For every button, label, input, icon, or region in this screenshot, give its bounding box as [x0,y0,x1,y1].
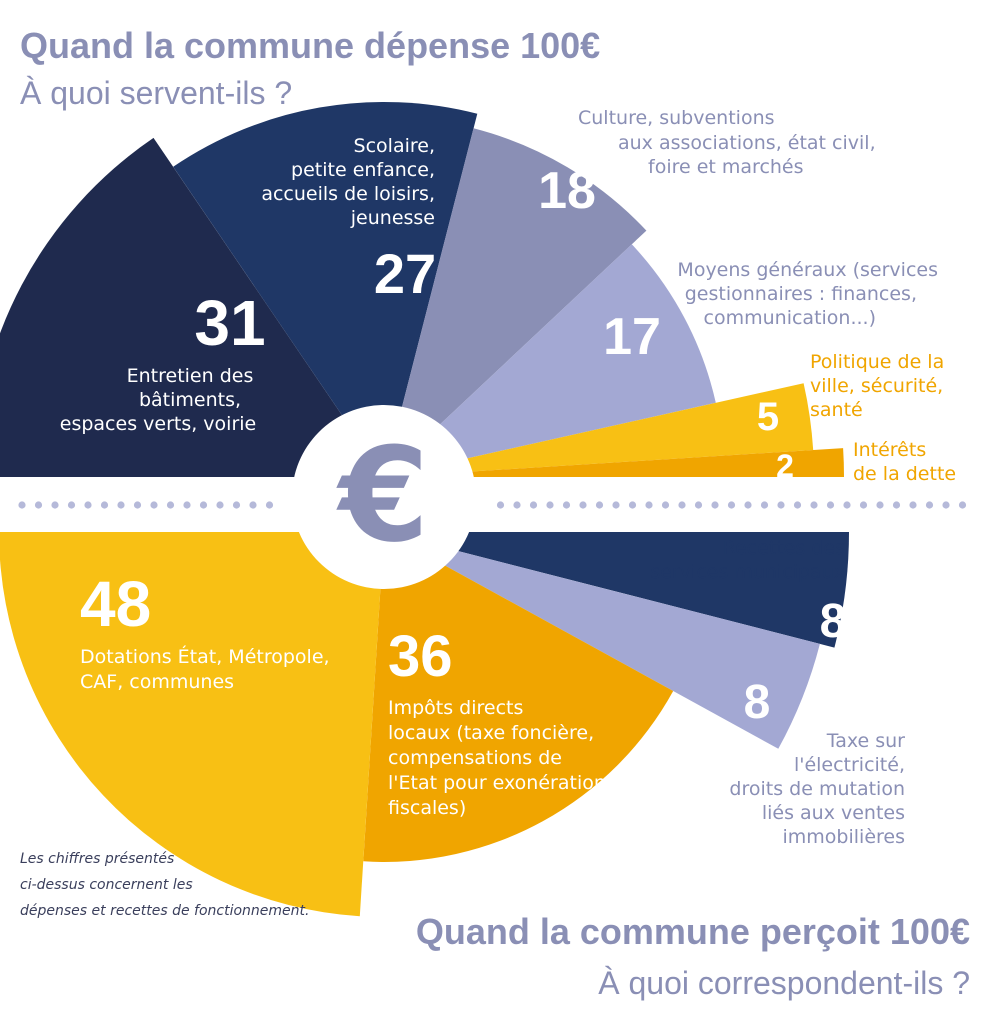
separator-dots [18,501,966,508]
separator-dot [134,501,141,508]
separator-dot [35,501,42,508]
label-taxe-line2: l'électricité, [793,754,905,776]
label-politique-line2: ville, sécurité, [810,375,944,397]
separator-dot [183,501,190,508]
separator-dot [513,501,520,508]
label-culture-line1: Culture, subventions [578,107,775,129]
separator-dot [761,501,768,508]
label-entretien-line2: bâtiments, [138,389,242,411]
separator-dot [810,501,817,508]
label-politique-line3: santé [810,399,863,421]
separator-dot [51,501,58,508]
label-moyens-line1: Moyens généraux (services [677,259,938,281]
footnote-line1: Les chiffres présentés [20,851,175,867]
separator-dot [843,501,850,508]
label-moyens-line2: gestionnaires : finances, [684,283,917,305]
label-interets-line1: Intérêts [853,439,927,461]
value-label-moyens: 17 [603,308,661,366]
separator-dot [497,501,504,508]
value-label-culture: 18 [538,162,596,220]
label-taxe-line3: droits de mutation [729,778,905,800]
footnote-line2: ci-dessus concernent les [20,877,193,893]
label-dotations-line2: CAF, communes [80,671,235,693]
separator-dot [728,501,735,508]
separator-dot [777,501,784,508]
separator-dot [563,501,570,508]
separator-dot [18,501,25,508]
label-culture-line3: foire et marchés [648,156,804,178]
label-impots-line2: locaux (taxe foncière, [388,722,595,744]
label-interets-line2: de la dette [853,463,957,485]
separator-dot [233,501,240,508]
separator-dot [942,501,949,508]
footnote-line3: dépenses et recettes de fonctionnement. [20,903,310,919]
separator-dot [150,501,157,508]
separator-dot [711,501,718,508]
separator-dot [101,501,108,508]
label-moyens-line3: communication...) [703,307,876,329]
separator-dot [662,501,669,508]
separator-dot [579,501,586,508]
label-taxe-line4: liés aux ventes [761,802,905,824]
separator-dot [216,501,223,508]
separator-dot [546,501,553,508]
separator-dot [68,501,75,508]
top-title: Quand la commune dépense 100€ [20,25,601,66]
label-impots-line3: compensations de [388,747,562,769]
label-impots-line1: Impôts directs [388,697,524,719]
label-impots-line4: l'Etat pour exonérations [388,772,616,794]
bottom-subtitle: À quoi correspondent-ils ? [598,965,970,1001]
value-label-impots: 36 [388,624,453,689]
label-impots-line5: fiscales) [388,797,467,819]
separator-dot [893,501,900,508]
separator-dot [200,501,207,508]
separator-dot [612,501,619,508]
label-politique-line1: Politique de la [810,351,945,373]
separator-dot [84,501,91,508]
separator-dot [926,501,933,508]
value-label-taxe: 8 [743,676,771,729]
value-label-dotations: 48 [80,568,152,640]
label-scolaire-line3: accueils de loisirs, [261,183,435,205]
label-scolaire-line2: petite enfance, [291,159,435,181]
label-scolaire-line1: Scolaire, [353,135,435,157]
separator-dot [744,501,751,508]
separator-dot [794,501,801,508]
separator-dot [596,501,603,508]
label-scolaire-line4: jeunesse [350,207,435,229]
value-label-interets: 2 [776,448,794,484]
label-entretien-line3: espaces verts, voirie [59,413,257,435]
label-taxe-line1: Taxe sur [826,730,905,752]
separator-dot [909,501,916,508]
separator-dot [959,501,966,508]
label-recettes-line2: services municipaux [650,561,845,583]
separator-dot [117,501,124,508]
separator-dot [876,501,883,508]
value-label-recettes: 8 [819,595,847,648]
separator-dot [629,501,636,508]
value-label-scolaire: 27 [373,242,437,305]
euro-icon: € [338,419,430,571]
separator-dot [266,501,273,508]
separator-dot [167,501,174,508]
bottom-title: Quand la commune perçoit 100€ [415,911,970,952]
label-recettes-line1: Recettes des [722,537,845,559]
separator-dot [827,501,834,508]
separator-dot [695,501,702,508]
label-dotations-line1: Dotations État, Métropole, [80,646,330,668]
separator-dot [860,501,867,508]
label-culture-line2: aux associations, état civil, [618,132,876,154]
separator-dot [645,501,652,508]
label-entretien-line1: Entretien des [126,365,254,387]
value-label-politique: 5 [756,395,780,439]
separator-dot [530,501,537,508]
top-subtitle: À quoi servent-ils ? [20,75,293,111]
separator-dot [249,501,256,508]
separator-dot [678,501,685,508]
label-taxe-line5: immobilières [782,826,905,848]
value-label-entretien: 31 [194,287,266,359]
